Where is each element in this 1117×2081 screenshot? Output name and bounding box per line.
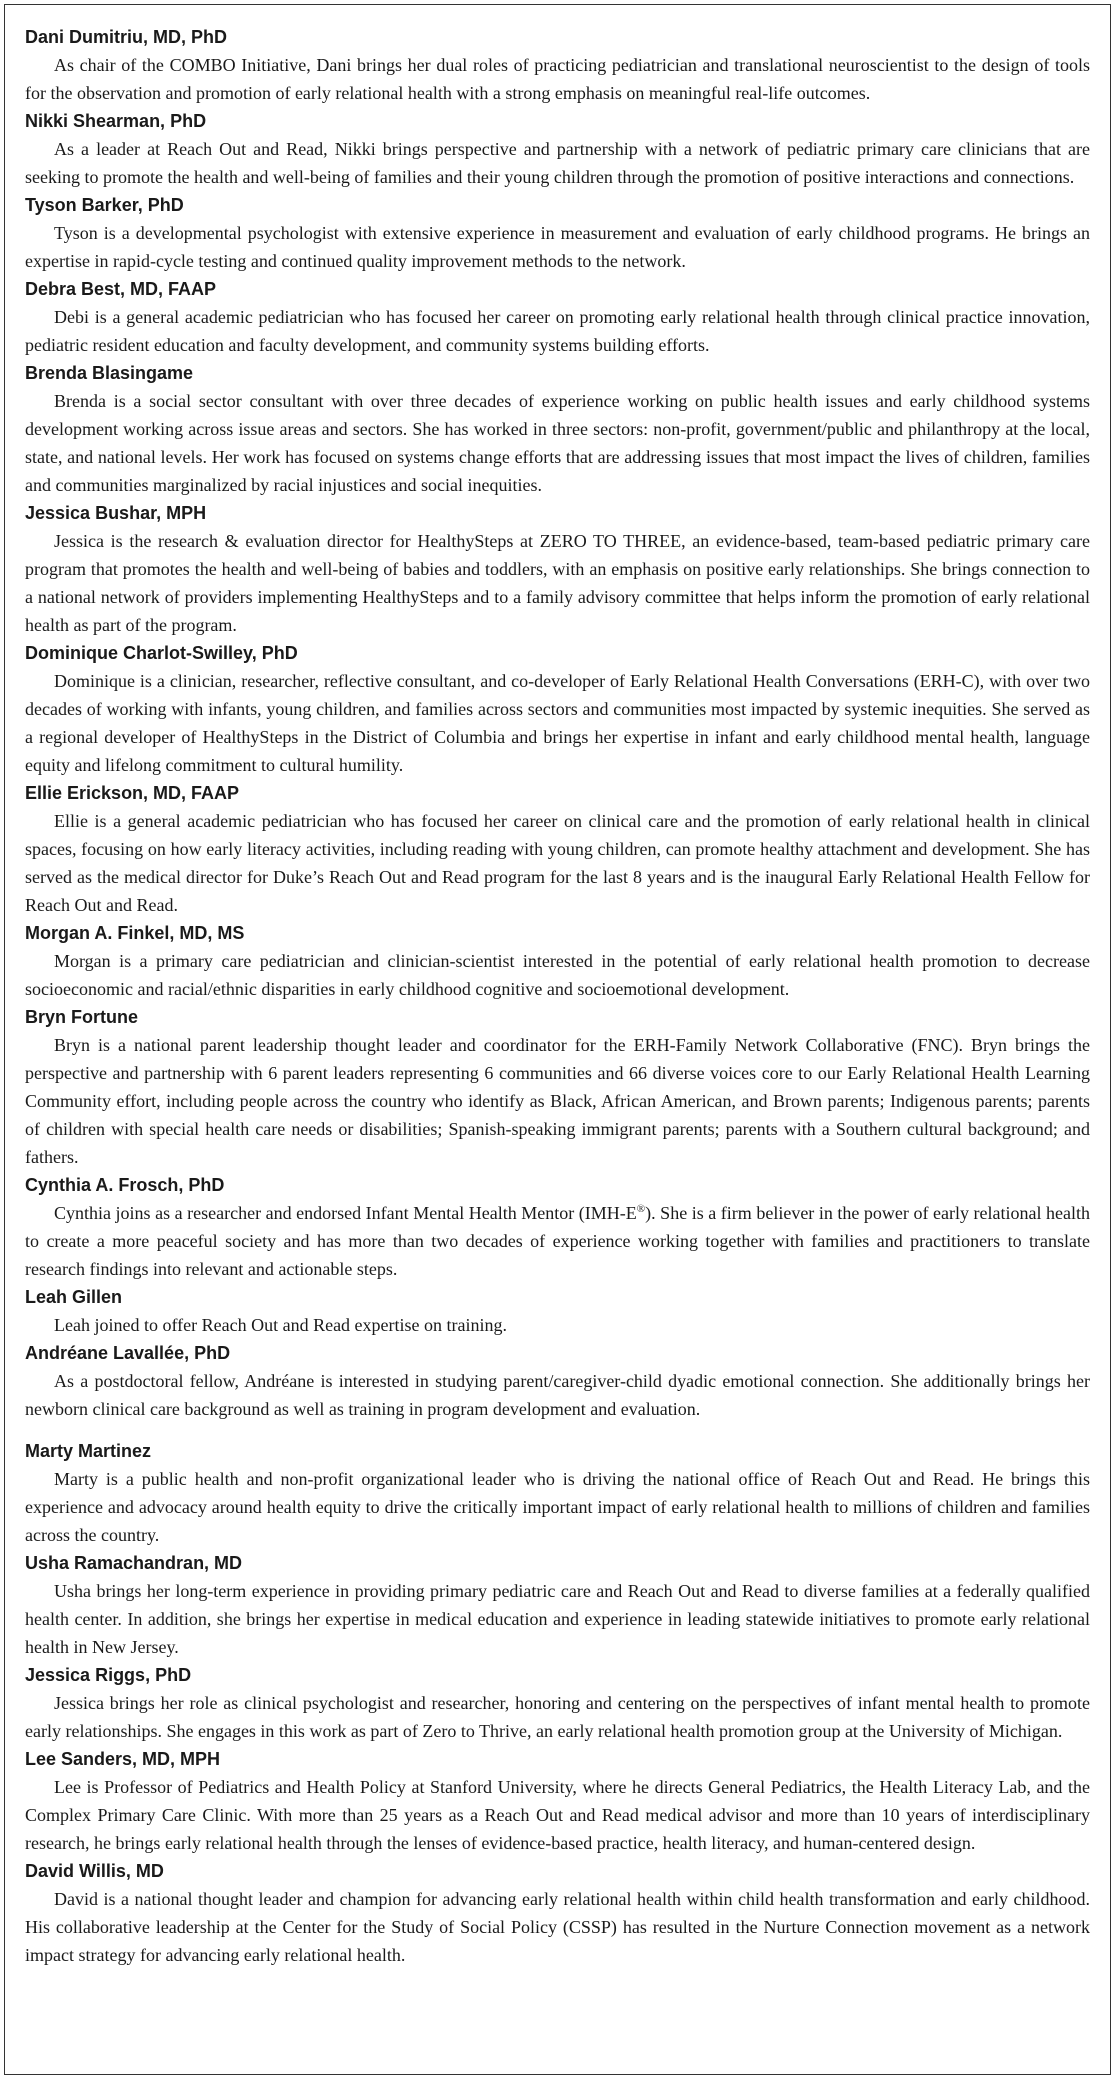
member-bio: Ellie is a general academic pediatrician who has focused her career on clinical care and the promotion of early relational health in clinical spaces, focusing on how early literacy activities, including reading with young children, can promote healthy attachment and development. She has served as the medical director for Duke’s Reach Out and Read program for the last 8 years and is the inaugural Early Relational Health Fellow for Reach Out and Read. (25, 811, 1090, 915)
member-bio-part: Cynthia joins as a researcher and endorsed Infant Mental Health Mentor (IMH-E (54, 1203, 637, 1223)
member-name: Marty Martinez (25, 1441, 152, 1461)
member-bio: David is a national thought leader and champion for advancing early relational health within child health transformation and early childhood. His collaborative leadership at the Center for the Study of Social Policy (CSSP) has resulted in the Nurture Connection movement as a network impact strategy for advancing early relational health. (25, 1889, 1090, 1965)
member-name: Usha Ramachandran, MD (25, 1553, 243, 1573)
member-name: David Willis, MD (25, 1861, 164, 1881)
member-name: Cynthia A. Frosch, PhD (25, 1175, 225, 1195)
member-bio: Jessica brings her role as clinical psychologist and researcher, honoring and centering on the perspectives of infant mental health to promote early relationships. She engages in this work as part of Zero to Thrive, an early relational health promotion group at the University of Michigan. (25, 1693, 1090, 1741)
member-bio: Dominique is a clinician, researcher, reflective consultant, and co-developer of Early Relational Health Conversations (ERH-C), with over two decades of working with infants, young children, and families across sectors and communities most impacted by systemic inequities. She served as a regional developer of HealthySteps in the District of Columbia and brings her expertise in infant and early childhood mental health, language equity and lifelong commitment to cultural humility. (25, 671, 1090, 775)
member-bios-box (4, 4, 1111, 2075)
member-bio: Morgan is a primary care pediatrician and clinician-scientist interested in the potential of early relational health promotion to decrease socioeconomic and racial/ethnic disparities in early childhood cognitive and socioemotional development. (25, 951, 1090, 999)
member-bio: As chair of the COMBO Initiative, Dani brings her dual roles of practicing pediatrician and translational neuroscientist to the design of tools for the observation and promotion of early relational health with a strong emphasis on meaningful real-life outcomes. (25, 55, 1090, 103)
member-entry-martinez (25, 1437, 1090, 1549)
member-entry-fortune (25, 1003, 1090, 1171)
member-entry-erickson (25, 779, 1090, 919)
member-bio: As a postdoctoral fellow, Andréane is interested in studying parent/caregiver-child dyadic emotional connection. She additionally brings her newborn clinical care background as well as training in program development and evaluation. (25, 1371, 1090, 1419)
registered-mark: ® (636, 1203, 646, 1215)
member-bio: Jessica is the research & evaluation director for HealthySteps at ZERO TO THREE, an evidence-based, team-based pediatric primary care program that promotes the health and well-being of babies and toddlers, with an emphasis on positive early relationships. She brings connection to a national network of providers implementing HealthySteps and to a family advisory committee that helps inform the promotion of early relational health as part of the program. (25, 531, 1090, 635)
member-entry-charlot-swilley (25, 639, 1090, 779)
member-entry-bushar (25, 499, 1090, 639)
member-bio: Lee is Professor of Pediatrics and Health Policy at Stanford University, where he directs General Pediatrics, the Health Literacy Lab, and the Complex Primary Care Clinic. With more than 25 years as a Reach Out and Read medical advisor and more than 10 years of interdisciplinary research, he brings early relational health through the lenses of evidence-based practice, health literacy, and human-centered design. (25, 1777, 1090, 1853)
member-entry-sanders (25, 1745, 1090, 1857)
member-name: Morgan A. Finkel, MD, MS (25, 923, 245, 943)
member-name: Jessica Bushar, MPH (25, 503, 207, 523)
member-entry-dumitriu (25, 23, 1090, 107)
member-bio: Tyson is a developmental psychologist with extensive experience in measurement and evaluation of early childhood programs. He brings an expertise in rapid-cycle testing and continued quality improvement methods to the network. (25, 223, 1090, 271)
member-name: Dani Dumitriu, MD, PhD (25, 27, 227, 47)
member-name: Dominique Charlot-Swilley, PhD (25, 643, 298, 663)
member-bio: Brenda is a social sector consultant with over three decades of experience working on public health issues and early childhood systems development working across issue areas and sectors. She has worked in three sectors: non-profit, government/public and philanthropy at the local, state, and national levels. Her work has focused on systems change efforts that are addressing issues that most impact the lives of children, families and communities marginalized by racial injustices and social inequities. (25, 391, 1090, 495)
member-entry-barker (25, 191, 1090, 275)
member-entry-shearman (25, 107, 1090, 191)
member-entry-blasingame (25, 359, 1090, 499)
member-bio: Usha brings her long-term experience in providing primary pediatric care and Reach Out and Read to diverse families at a federally qualified health center. In addition, she brings her expertise in medical education and experience in leading statewide initiatives to promote early relational health in New Jersey. (25, 1581, 1090, 1657)
member-bio: Debi is a general academic pediatrician who has focused her career on promoting early relational health through clinical practice innovation, pediatric resident education and faculty development, and community systems building efforts. (25, 307, 1090, 355)
member-name: Tyson Barker, PhD (25, 195, 184, 215)
member-bio: Marty is a public health and non-profit organizational leader who is driving the national office of Reach Out and Read. He brings this experience and advocacy around health equity to drive the critically important impact of early relational health to millions of children and families across the country. (25, 1469, 1090, 1545)
member-bio: As a leader at Reach Out and Read, Nikki brings perspective and partnership with a network of pediatric primary care clinicians that are seeking to promote the health and well-being of families and their young children through the promotion of positive interactions and connections. (25, 139, 1090, 187)
member-name: Brenda Blasingame (25, 363, 194, 383)
member-entry-best (25, 275, 1090, 359)
member-bio-part: ). She is a firm believer in the power of early relational health to create a more peaceful society and has more than two decades of experience working together with families and practitioners to translate research findings into relevant and actionable steps. (25, 1203, 1090, 1279)
member-entry-willis (25, 1857, 1090, 1969)
member-entry-finkel (25, 919, 1090, 1003)
member-name: Nikki Shearman, PhD (25, 111, 207, 131)
member-name: Bryn Fortune (25, 1007, 139, 1027)
member-bio: Bryn is a national parent leadership thought leader and coordinator for the ERH-Family Network Collaborative (FNC). Bryn brings the perspective and partnership with 6 parent leaders representing 6 communities and 66 diverse voices core to our Early Relational Health Learning Community effort, including people across the country who identify as Black, African American, and Brown parents; Indigenous parents; parents of children with special health care needs or disabilities; Spanish-speaking immigrant parents; parents with a Southern cultural background; and fathers. (25, 1035, 1090, 1167)
member-bio: Leah joined to offer Reach Out and Read expertise on training. (54, 1315, 508, 1335)
member-name: Andréane Lavallée, PhD (25, 1343, 231, 1363)
member-entry-lavallee (25, 1339, 1090, 1423)
member-bio (25, 1199, 1090, 1283)
member-name: Leah Gillen (25, 1287, 123, 1307)
member-name: Debra Best, MD, FAAP (25, 279, 217, 299)
member-entry-riggs (25, 1661, 1090, 1745)
member-name: Ellie Erickson, MD, FAAP (25, 783, 240, 803)
member-name: Jessica Riggs, PhD (25, 1665, 192, 1685)
member-name: Lee Sanders, MD, MPH (25, 1749, 221, 1769)
member-entry-ramachandran (25, 1549, 1090, 1661)
member-entry-gillen (25, 1283, 1090, 1339)
member-entry-frosch (25, 1171, 1090, 1283)
